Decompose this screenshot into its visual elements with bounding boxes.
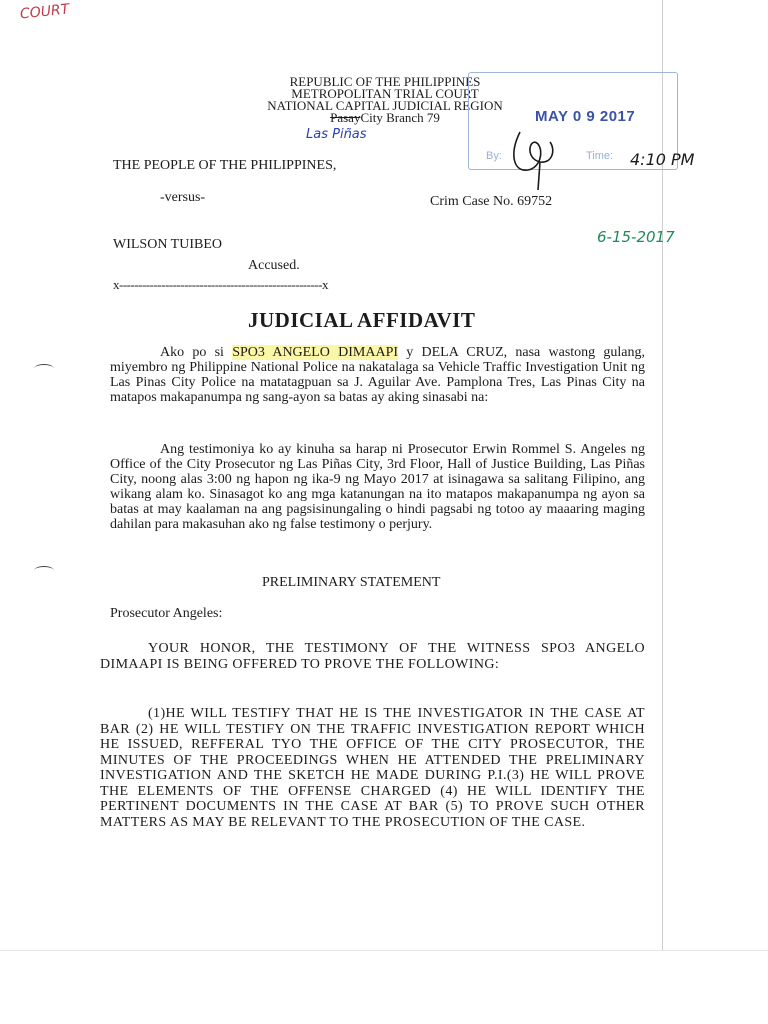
handwritten-city: Las Piñas — [306, 127, 367, 142]
document-title: JUDICIAL AFFIDAVIT — [248, 308, 476, 332]
stamp-by-label: By: — [486, 150, 502, 162]
addressee: Prosecutor Angeles: — [110, 606, 223, 621]
header-line-court: METROPOLITAN TRIAL COURT — [291, 86, 479, 101]
accused-label: Accused. — [248, 258, 300, 273]
page-bottom-edge — [0, 950, 768, 951]
margin-mark — [34, 364, 54, 373]
offer-paragraph — [100, 641, 645, 672]
testimony-paragraph — [110, 442, 645, 532]
signature-scribble — [500, 122, 570, 192]
intro-rest: y DELA CRUZ, nasa wastong gulang, miyembro ng Philippine National Police na nakatalaga sa Vehicle Traffic Investigation Unit ng Las Pinas City Police na matatagpuan sa J. Aguilar Ave. Pamplona Tres, Las Pinas City na matapos makapanumpa ng sang-ayon sa batas ay aking sinasabi na: — [110, 345, 645, 405]
case-number: Crim Case No. 69752 — [430, 194, 553, 209]
stamp-time-label: Time: — [586, 150, 614, 162]
intro-paragraph — [110, 345, 645, 405]
caption-divider: x-----------------------------------------------------x — [113, 277, 328, 292]
margin-mark — [34, 566, 54, 575]
header-struck-city: Pasay — [330, 110, 361, 125]
header-line-republic: REPUBLIC OF THE PHILIPPINES — [289, 74, 481, 89]
section-heading: PRELIMINARY STATEMENT — [262, 575, 441, 590]
versus: -versus- — [160, 190, 206, 205]
accused-name: WILSON TUIBEO — [113, 237, 223, 252]
points-text: (1)HE WILL TESTIFY THAT HE IS THE INVESTIGATOR IN THE CASE AT BAR (2) HE WILL TESTIFY ON THE TRAFFIC INVESTIGATION REPORT WHICH HE ISSUED, REFFERAL TYO THE OFFICE OF THE CITY PROSECUTOR, THE MINUTES OF THE PROCEEDINGS WHEN HE ATTENDED THE PRELIMINARY INVESTIGATION AND THE SKETCH HE MADE DURING P.I.(3) HE WILL PROVE THE ELEMENTS OF THE OFFENSE CHARGED (4) HE WILL IDENTIFY THE PERTINENT DOCUMENTS IN THE CASE AT BAR (5) TO PROVE SUCH OTHER MATTERS AS MAY BE RELEVANT TO THE PROSECUTION OF THE CASE. — [100, 706, 645, 830]
margin-note: COURT — [19, 1, 71, 23]
testimony-text: Ang testimoniya ko ay kinuha sa harap ni Prosecutor Erwin Rommel S. Angeles ng Office of the City Prosecutor ng Las Piñas City, 3rd Floor, Hall of Justice Building, Las Piñas City, noong alas 3:00 ng hapon ng ika-9 ng Mayo 2017 at isinagawa sa salitang Filipino, ang wikang alam ko. Sinasagot ko ang mga katanungan na ito matapos makapanumpa ng ayon sa batas at may kaalaman na ang pagsisinungaling o hindi pagsabi ng totoo ay maaaring maging dahilan para makasuhan ako ng false testimony o perjury. — [110, 442, 645, 532]
handwritten-time: 4:10 PM — [630, 150, 695, 169]
intro-lead: Ako po si — [160, 345, 233, 360]
stamp-date: MAY 0 9 2017 — [535, 108, 636, 125]
header-line-region: NATIONAL CAPITAL JUDICIAL REGION — [267, 98, 503, 113]
highlighted-name: SPO3 ANGELO DIMAAPI — [232, 345, 399, 360]
handwritten-date: 6-15-2017 — [597, 228, 675, 246]
header-branch: City Branch 79 — [360, 110, 440, 125]
plaintiff: THE PEOPLE OF THE PHILIPPINES, — [113, 158, 337, 173]
points-paragraph — [100, 706, 645, 830]
offer-text: YOUR HONOR, THE TESTIMONY OF THE WITNESS SPO3 ANGELO DIMAAPI IS BEING OFFERED TO PROVE THE FOLLOWING: — [100, 641, 645, 672]
